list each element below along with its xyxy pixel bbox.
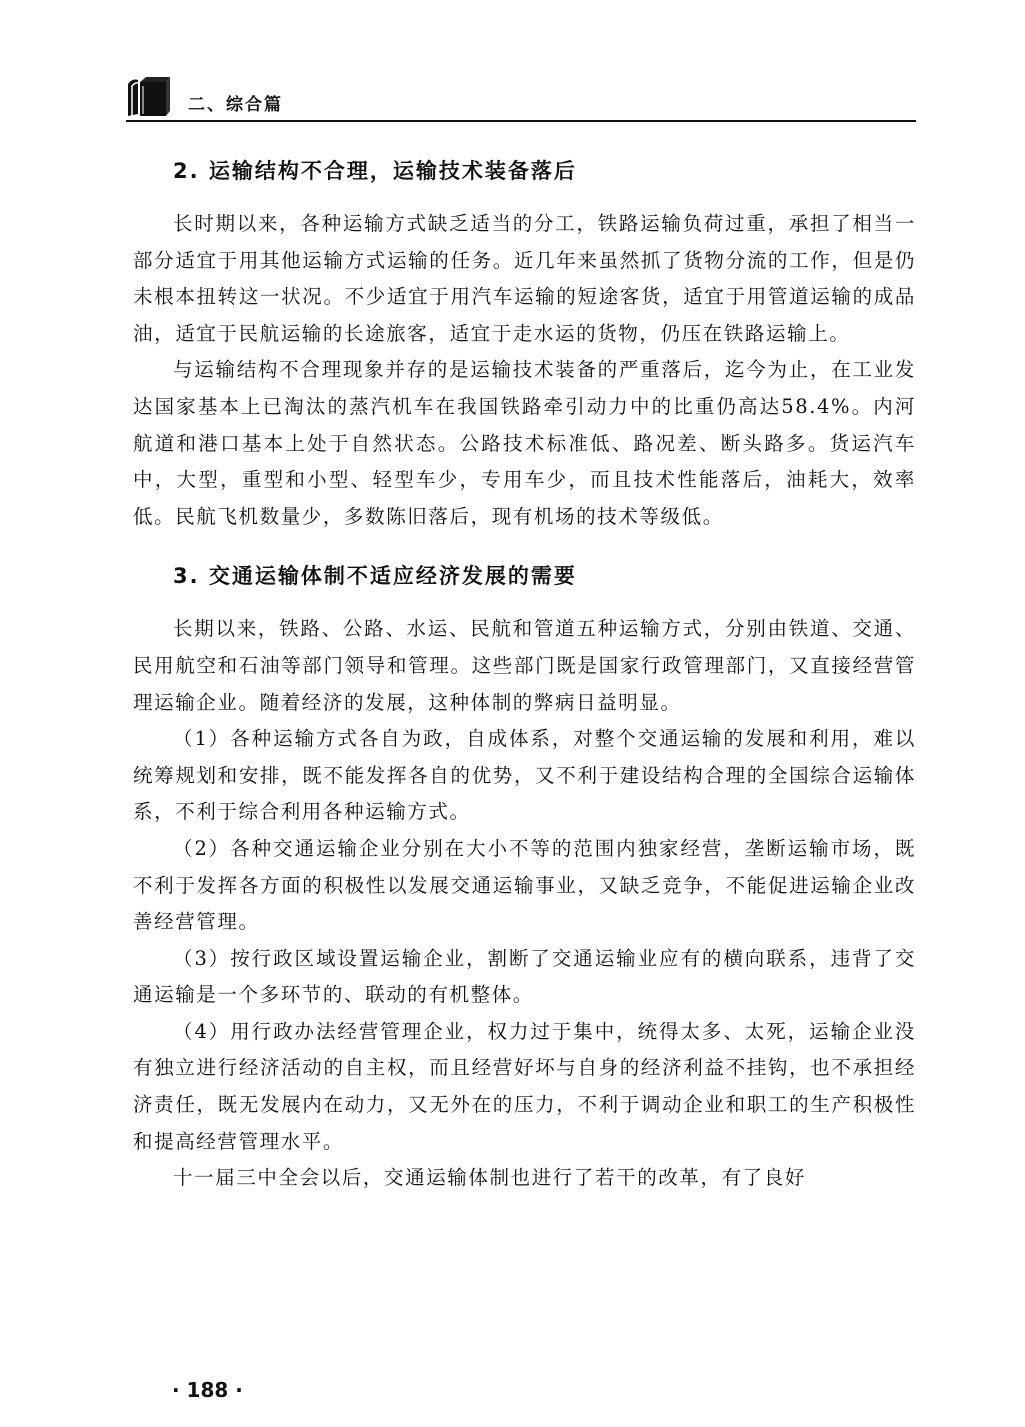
list-item-2: （2）各种交通运输企业分别在大小不等的范围内独家经营，垄断运输市场，既不利于发挥各方面的积极性以发展交通运输事业，又缺乏竞争，不能促进运输企业改善经营管理。: [133, 836, 916, 934]
list-item-4: （4）用行政办法经营管理企业，权力过于集中，统得太多、太死，运输企业没有独立进行经济活动的自主权，而且经营好坏与自身的经济利益不挂钩，也不承担经济责任，既无发展内在动力，又无外在的压力，不利于调动企业和职工的生产积极性和提高经营管理水平。: [133, 1019, 916, 1153]
header-title: 二、综合篇: [188, 95, 283, 115]
page-number: · 188 ·: [172, 1378, 243, 1402]
paragraph: 长时期以来，各种运输方式缺乏适当的分工，铁路运输负荷过重，承担了相当一部分适宜于用其他运输方式运输的任务。近几年来虽然抓了货物分流的工作，但是仍未根本扭转这一状况。不少适宜于用汽车运输的短途客货，适宜于用管道运输的成品油，适宜于民航运输的长途旅客，适宜于走水运的货物，仍压在铁路运输上。: [133, 212, 916, 345]
section-heading-3: 3. 交通运输体制不适应经济发展的需要: [173, 564, 577, 589]
paragraph: 十一届三中全会以后，交通运输体制也进行了若干的改革，有了良好: [173, 1166, 807, 1190]
list-item-1: （1）各种运输方式各自为政，自成体系，对整个交通运输的发展和利用，难以统筹规划和安排，既不能发挥各自的优势，又不利于建设结构合理的全国综合运输体系，不利于综合利用各种运输方式。: [133, 727, 916, 824]
header-divider: [126, 120, 916, 122]
paragraph: 与运输结构不合理现象并存的是运输技术装备的严重落后，迄今为止，在工业发达国家基本上已淘汰的蒸汽机车在我国铁路牵引动力中的比重仍高达58.4%。内河航道和港口基本上处于自然状态。公路技术标准低、路况差、断头路多。货运汽车中，大型，重型和小型、轻型车少，专用车少，而且技术性能落后，油耗大，效率低。民航飞机数量少，多数陈旧落后，现有机场的技术等级低。: [133, 358, 916, 528]
list-item-3: （3）按行政区域设置运输企业，割断了交通运输业应有的横向联系，违背了交通运输是一个多环节的、联动的有机整体。: [133, 946, 916, 1007]
paragraph: 长期以来，铁路、公路、水运、民航和管道五种运输方式，分别由铁道、交通、民用航空和石油等部门领导和管理。这些部门既是国家行政管理部门，又直接经营管理运输企业。随着经济的发展，这种体制的弊病日益明显。: [133, 617, 916, 714]
page-content: [133, 150, 916, 1197]
page-header: [126, 72, 916, 124]
book-icon: [126, 76, 170, 118]
section-heading-2: 2. 运输结构不合理，运输技术装备落后: [173, 159, 577, 183]
